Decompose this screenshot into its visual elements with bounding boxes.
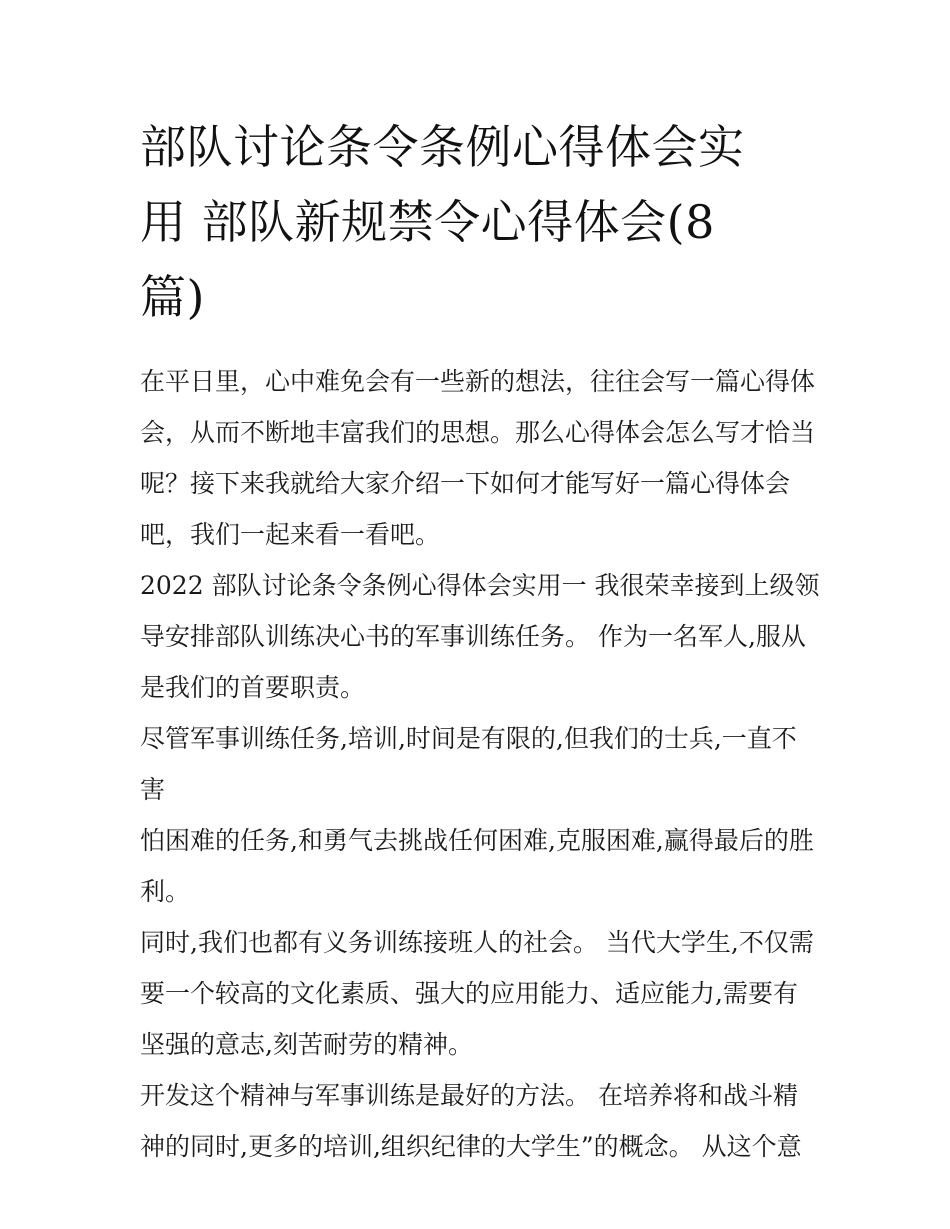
text-line: 呢？接下来我就给大家介绍一下如何才能写好一篇心得体会	[140, 469, 791, 498]
text-line: 是我们的首要职责。	[140, 673, 366, 702]
document-title	[140, 110, 820, 335]
text-line: 利。	[140, 877, 191, 906]
text-line: 开发这个精神与军事训练是最好的方法。 在培养将和战斗精	[140, 1081, 798, 1110]
body-paragraph	[140, 560, 820, 713]
text-line: 怕困难的任务,和勇气去挑战任何困难,克服困难,赢得最后的胜	[140, 826, 814, 855]
title-line: 篇)	[140, 270, 205, 324]
text-line: 会，从而不断地丰富我们的思想。那么心得体会怎么写才恰当	[140, 418, 816, 447]
text-line: 尽管军事训练任务,培训,时间是有限的,但我们的士兵,一直不害	[140, 724, 797, 804]
body-paragraph	[140, 1070, 820, 1172]
text-line: 坚强的意志,刻苦耐劳的精神。	[140, 1030, 473, 1059]
text-line: 导安排部队训练决心书的军事训练任务。 作为一名军人,服从	[140, 622, 806, 651]
title-line: 用 部队新规禁令心得体会(8	[140, 195, 715, 249]
text-line: 在平日里，心中难免会有一些新的想法，往往会写一篇心得体	[140, 367, 816, 396]
intro-paragraph	[140, 356, 820, 560]
text-line: 吧，我们一起来看一看吧。	[140, 520, 441, 549]
text-line: 神的同时,更多的培训,组织纪律的大学生”的概念。 从这个意	[140, 1132, 802, 1161]
body-paragraph	[140, 917, 820, 1070]
title-line: 部队讨论条令条例心得体会实	[140, 120, 745, 174]
text-line: 同时,我们也都有义务训练接班人的社会。 当代大学生,不仅需	[140, 928, 814, 957]
text-line: 2022 部队讨论条令条例心得体会实用一 我很荣幸接到上级领	[140, 571, 820, 600]
body-paragraph	[140, 713, 820, 917]
text-line: 要一个较高的文化素质、强大的应用能力、适应能力,需要有	[140, 979, 798, 1008]
document-body	[140, 356, 820, 1172]
